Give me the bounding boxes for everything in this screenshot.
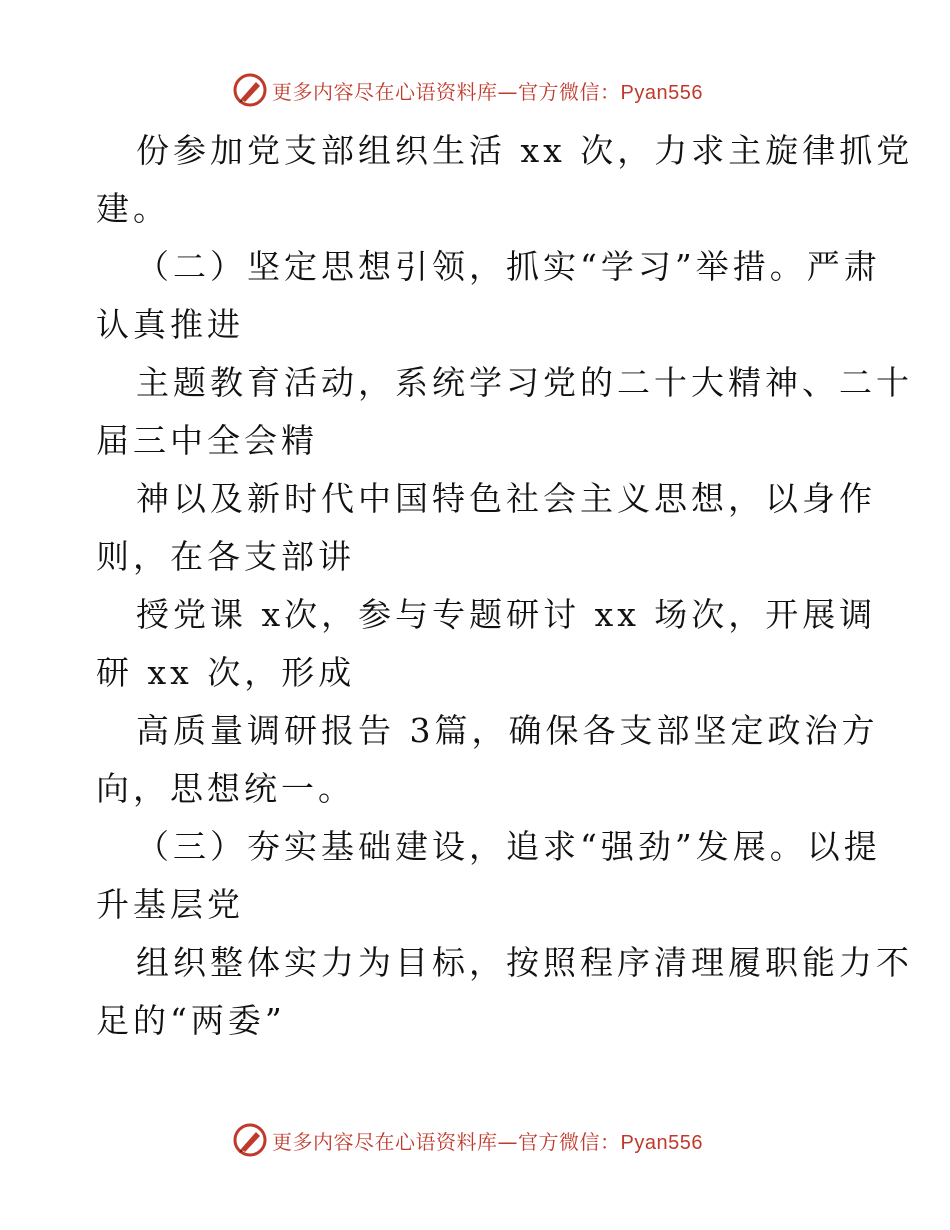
text-line: 神以及新时代中国特色社会主义思想，以身作 [136, 479, 876, 518]
footer-watermark [232, 1122, 703, 1158]
text-line: 授党课 x次，参与专题研讨 xx 场次，开展调 [136, 595, 877, 634]
watermark-wechat-id: Pyan556 [620, 1131, 703, 1154]
text-line: 届三中全会精 [96, 421, 318, 460]
text-line: 则，在各支部讲 [96, 537, 355, 576]
text-line: 份参加党支部组织生活 xx 次，力求主旋律抓党 [136, 131, 914, 170]
text-line: 高质量调研报告 3篇，确保各支部坚定政治方 [136, 711, 879, 750]
text-line: 向，思想统一。 [96, 769, 355, 808]
text-line: 认真推进 [96, 305, 244, 344]
document-body [96, 122, 914, 1050]
pen-logo-icon [232, 1122, 268, 1158]
pen-logo-icon [232, 72, 268, 108]
text-line: 研 xx 次，形成 [96, 653, 356, 692]
text-line: 建。 [96, 189, 170, 228]
text-line: 足的“两委” [96, 1001, 286, 1040]
watermark-text: 更多内容尽在心语资料库—官方微信：Pyan556 [272, 79, 703, 104]
text-line: 主题教育活动，系统学习党的二十大精神、二十 [136, 363, 913, 402]
text-line: 组织整体实力为目标，按照程序清理履职能力不 [136, 943, 913, 982]
watermark-wechat-id: Pyan556 [620, 81, 703, 104]
section-heading-line: （二）坚定思想引领，抓实“学习”举措。严肃 [136, 247, 881, 286]
section-heading-line: （三）夯实基础建设，追求“强劲”发展。以提 [136, 827, 881, 866]
header-watermark [232, 72, 703, 108]
watermark-text: 更多内容尽在心语资料库—官方微信：Pyan556 [272, 1129, 703, 1154]
text-line: 升基层党 [96, 885, 244, 924]
